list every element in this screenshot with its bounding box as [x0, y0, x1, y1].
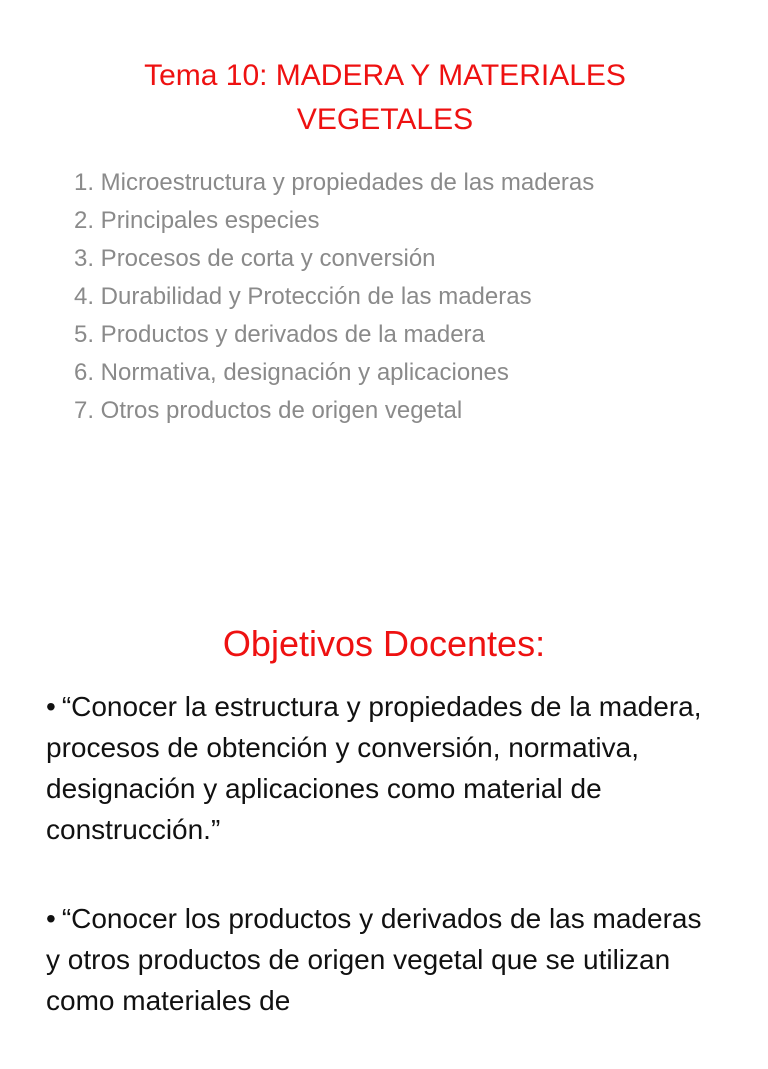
slide-topics	[0, 0, 768, 510]
slide-objectives	[0, 590, 768, 1024]
objective-text: “Conocer los productos y derivados de las maderas y otros productos de origen vegetal que se utilizan como materiales de	[46, 903, 702, 1016]
topic-item: 2. Principales especies	[74, 207, 320, 234]
topic-item: 1. Microestructura y propiedades de las maderas	[74, 169, 595, 196]
objective-item	[46, 686, 706, 850]
objectives-title: Objetivos Docentes:	[222, 623, 546, 664]
objective-item	[46, 898, 706, 1021]
slide-title-line-2: VEGETALES	[296, 103, 474, 136]
topic-item: 5. Productos y derivados de la madera	[74, 321, 485, 348]
topic-item: 4. Durabilidad y Protección de las maderas	[74, 283, 532, 310]
topic-item: 7. Otros productos de origen vegetal	[74, 397, 463, 424]
slide-title-line-1: Tema 10: MADERA Y MATERIALES	[144, 59, 626, 92]
topic-item: 3. Procesos de corta y conversión	[74, 245, 436, 272]
slide-title	[60, 54, 710, 142]
objectives-list	[46, 686, 706, 1069]
topic-list	[74, 168, 674, 434]
bullet-icon: •	[46, 903, 56, 934]
topic-item: 6. Normativa, designación y aplicaciones	[74, 359, 509, 386]
bullet-icon: •	[46, 691, 56, 722]
objective-text: “Conocer la estructura y propiedades de la madera, procesos de obtención y conversión, normativa, designación y aplicaciones como material de construcción.”	[46, 691, 702, 845]
